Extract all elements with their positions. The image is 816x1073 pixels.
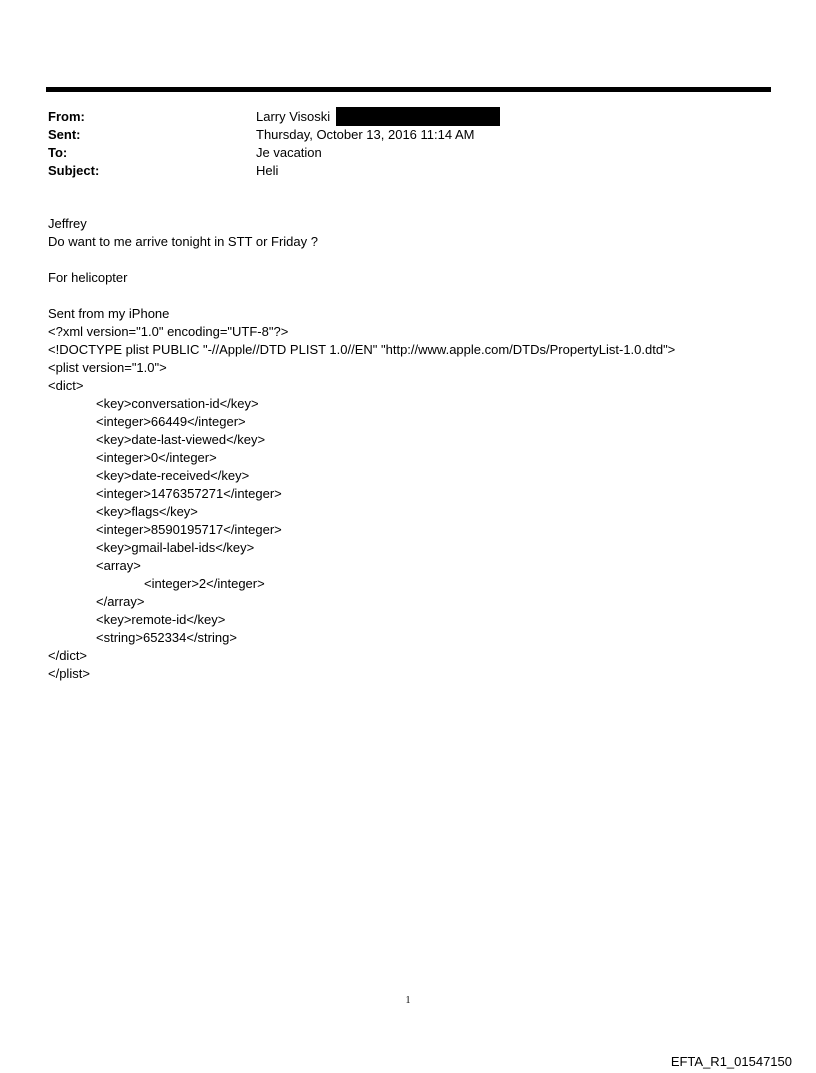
to-label: To: — [48, 144, 68, 160]
plist-close-tag: </plist> — [48, 666, 90, 681]
plist-entry: <integer>0</integer> — [96, 450, 217, 465]
from-row — [48, 107, 748, 125]
message-line: For helicopter — [48, 270, 128, 285]
plist-entry: <key>remote-id</key> — [96, 612, 226, 627]
redaction-box — [336, 107, 500, 126]
plist-entry: <integer>1476357271</integer> — [96, 486, 282, 501]
signature: Sent from my iPhone — [48, 306, 170, 321]
plist-entry: <key>gmail-label-ids</key> — [96, 540, 255, 555]
sent-label: Sent: — [48, 126, 81, 142]
plist-entry: </array> — [96, 594, 145, 609]
greeting: Jeffrey — [48, 216, 87, 231]
plist-array-item: <integer>2</integer> — [144, 576, 265, 591]
plist-open-tag: <plist version="1.0"> — [48, 360, 167, 375]
plist-entry: <key>flags</key> — [96, 504, 198, 519]
plist-doctype: <!DOCTYPE plist PUBLIC "-//Apple//DTD PLIST 1.0//EN" "http://www.apple.com/DTDs/PropertyList-1.0.dtd"> — [48, 342, 676, 357]
header-divider — [46, 87, 771, 92]
plist-entry: <integer>8590195717</integer> — [96, 522, 282, 537]
from-label: From: — [48, 108, 85, 124]
subject-value: Heli — [256, 162, 279, 178]
plist-entry: <string>652334</string> — [96, 630, 237, 645]
sender-name: Larry Visoski — [256, 108, 331, 124]
subject-row — [48, 161, 748, 179]
dict-close-tag: </dict> — [48, 648, 88, 663]
subject-label: Subject: — [48, 162, 100, 178]
plist-entry: <key>conversation-id</key> — [96, 396, 259, 411]
page-number: 1 — [405, 995, 411, 1006]
to-value: Je vacation — [256, 144, 322, 160]
from-value — [256, 107, 500, 126]
plist-entry: <key>date-last-viewed</key> — [96, 432, 266, 447]
email-header — [48, 107, 748, 179]
message-line: Do want to me arrive tonight in STT or Friday ? — [48, 234, 318, 249]
email-body — [48, 215, 768, 683]
to-row — [48, 143, 748, 161]
plist-entry: <array> — [96, 558, 141, 573]
plist-entry: <integer>66449</integer> — [96, 414, 246, 429]
dict-open-tag: <dict> — [48, 378, 84, 393]
sent-value: Thursday, October 13, 2016 11:14 AM — [256, 126, 475, 142]
plist-entry: <key>date-received</key> — [96, 468, 250, 483]
plist-xml-declaration: <?xml version="1.0" encoding="UTF-8"?> — [48, 324, 289, 339]
sent-row — [48, 125, 748, 143]
document-id: EFTA_R1_01547150 — [670, 1054, 792, 1069]
